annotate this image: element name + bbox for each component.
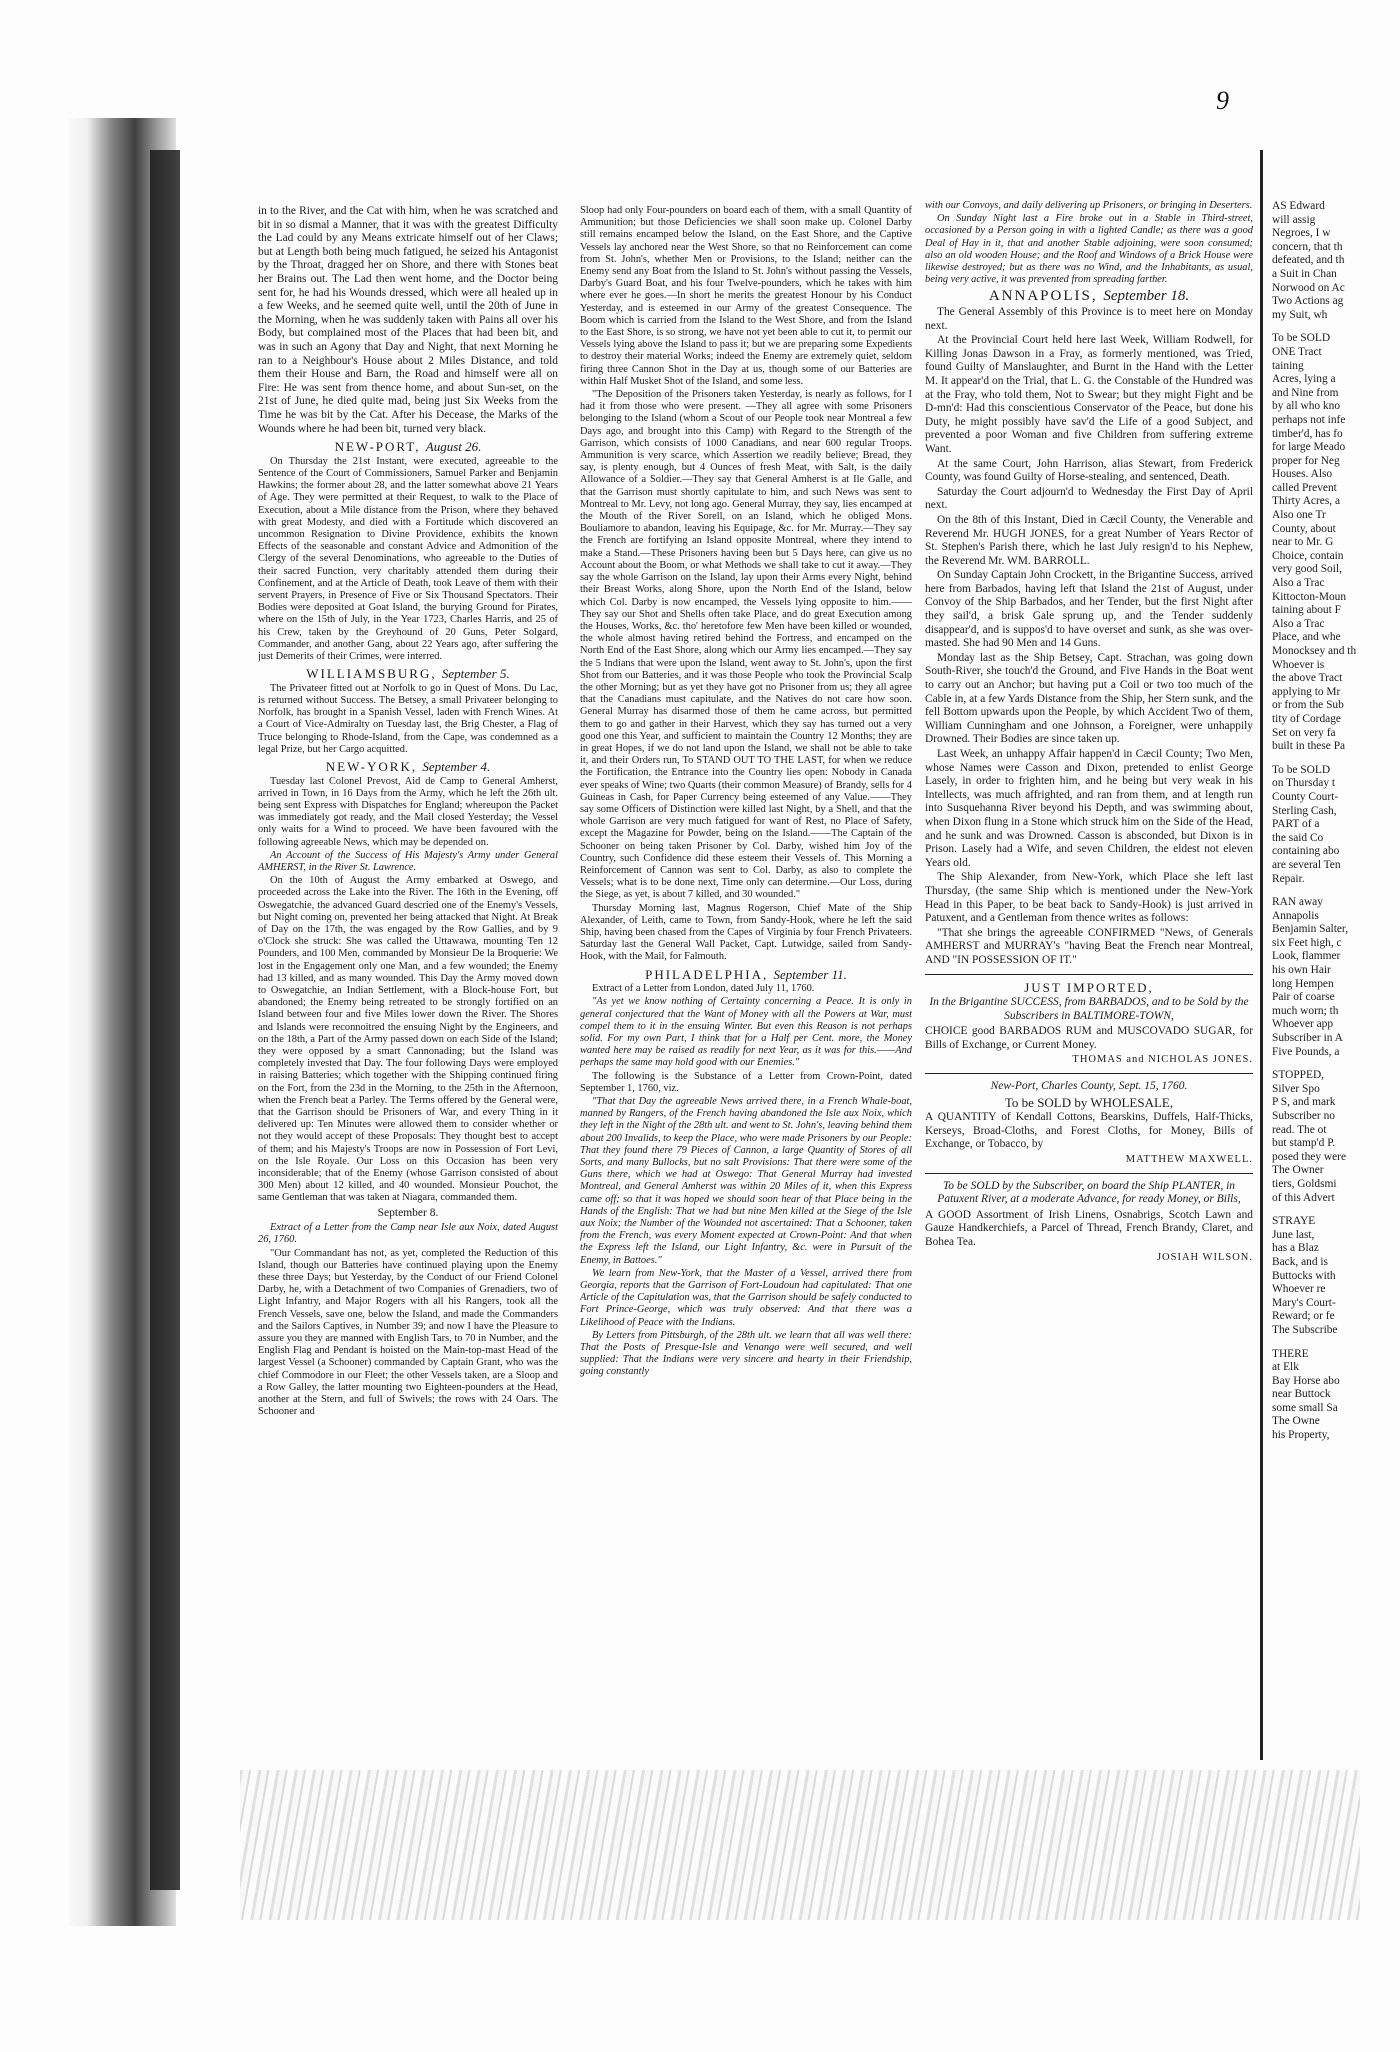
story-amherst-title: An Account of the Success of His Majesty's Army under General AMHERST, in the River St. Lawrence. — [258, 849, 558, 873]
column-3 — [925, 200, 1253, 1752]
cropped-line: the said Co — [1272, 831, 1324, 844]
story-harrison: At the same Court, John Harrison, alias Stewart, from Frederick County, was found Guilty of Horse-stealing, and sentenced, Death. — [925, 457, 1253, 484]
cropped-line: Also a Trac — [1272, 617, 1325, 630]
column-1 — [258, 205, 558, 1752]
cropped-line: Acres, lying a — [1272, 373, 1336, 386]
cropped-line: THERE — [1272, 1347, 1309, 1360]
cropped-line: his own Hair — [1272, 964, 1331, 977]
cropped-line: near to Mr. G — [1272, 536, 1334, 549]
story-isle-aux-noix: "Our Commandant has not, as yet, completed the Reduction of this Island, though our Batteries have continued playing upon the Enemy these three Days; but Yesterday, by the Conduct of our Friend Colonel Darby, he, with a Detachment of two Companies of Grenadiers, two of Light Infantry, and Major Rogers with all his Rangers, took all the French Vessels, save one, below the Island, and made the Commanders and the Sailors Captives, in Number 39; and now I have the Pleasure to assure you they are manned with English Tars, to 70 in Number, and the English Flag and Pendant is hoisted on the Main-top-mast Head of the largest Vessel (a Schooner) commanded by Captain Grant, who was the chief Commodore in our Fleet; the other Vessels taken, are a Sloop and a Row Galley, the latter mounting two Eighteen-pounders at the Head, another at the Stern, and full of Swivels; the rows with 24 Oars. The Schooner and — [258, 1247, 558, 1418]
cropped-line: but stamp'd P. — [1272, 1137, 1336, 1150]
cropped-line: Place, and whe — [1272, 631, 1341, 644]
divider — [925, 974, 1253, 975]
cropped-line: Five Pounds, a — [1272, 1045, 1340, 1058]
section-date: September 8. — [377, 1206, 439, 1219]
dateline-newport: NEW-PORT, August 26. — [334, 439, 482, 455]
cropped-line: Set on very fa — [1272, 726, 1336, 739]
cropped-line: his Property, — [1272, 1429, 1330, 1442]
story-crown-point-title: The following is the Substance of a Letter from Crown-Point, dated September 1, 1760, viz. — [580, 1070, 912, 1094]
story-london: "As yet we know nothing of Certainty concerning a Peace. It is only in general conjectured that the Want of Money with all the Powers at War, must compel them to it in the ensuing Winter. But even this Reason is not perhaps solid. For my own Part, I think that for a Half per Cent. more, the Money wanted here may be raised as readily for next Year, as it was for this.——And perhaps the same may hold good with our Enemies." — [580, 996, 912, 1069]
cropped-line: or from the Sub — [1272, 699, 1344, 712]
cropped-line: RAN away — [1272, 896, 1323, 909]
cropped-line: of this Advert — [1272, 1191, 1335, 1204]
cropped-line: by all who kno — [1272, 400, 1341, 413]
divider — [925, 1173, 1253, 1174]
cropped-line: built in these Pa — [1272, 740, 1346, 753]
cropped-line: for large Meado — [1272, 441, 1346, 454]
cropped-gap — [1272, 1059, 1400, 1069]
ad-wholesale-body: A QUANTITY of Kendall Cottons, Bearskins, Duffels, Half-Thicks, Kerseys, Broad-Cloths, and Forest Cloths, for Money, Bills of Exchange, or Tobacco, by — [925, 1111, 1253, 1151]
dateline-newyork: NEW-YORK, September 4. — [325, 758, 491, 774]
ad-wholesale-heading: To be SOLD by WHOLESALE, — [1004, 1094, 1174, 1110]
cropped-line: To be SOLD — [1272, 332, 1331, 345]
cropped-line: Subscriber no — [1272, 1110, 1335, 1122]
cropped-line: PART of a — [1272, 818, 1320, 831]
cropped-line: some small Sa — [1272, 1401, 1338, 1414]
story-adjourn: Saturday the Court adjourn'd to Wednesday the First Day of April next. — [925, 485, 1253, 512]
ad-wholesale-signature: MATTHEW MAXWELL. — [1125, 1154, 1253, 1166]
cropped-line: read. The ot — [1272, 1123, 1327, 1136]
scan-noise — [240, 1770, 1360, 1920]
cropped-line: County, about — [1272, 522, 1336, 535]
cropped-line: Back, and is — [1272, 1255, 1328, 1268]
cropped-line: Norwood on Ac — [1272, 281, 1345, 294]
cropped-line: Also a Trac — [1272, 577, 1325, 590]
cropped-line: Silver Spo — [1272, 1082, 1320, 1095]
cropped-line: called Prevent — [1272, 481, 1337, 494]
cropped-line: STOPPED, — [1272, 1069, 1325, 1082]
story-deposition: "The Deposition of the Prisoners taken Yesterday, is nearly as follows, for I had it from those who were present. —They all agree with some Prisoners belonging to the Island (whom a Scout of our People took near Montreal a few Days ago, and brought into this Camp) with Regard to the Strength of the Garrison, which consists of 1000 Canadians, and near 600 regular Troops. Ammunition is very scarce, which Assertion we readily believe; Bread, they say, is plenty enough, but 4 Ounces of fresh Meat, with Salt, is the daily Allowance of a Soldier.—They say that General Amherst is at Ile Galle, and that the Garrison must shortly capitulate to him, and such News was sent to Montreal to Mr. Levy, not long ago. General Murray, they say, lies encamped at the Mouth of the River Sorell, on an Island, which he obliged Mons. Bouliamore to abandon, leaving his Equipage, &c. for Mr. Murray.—They say the French are fortifying an Island opposite Montreal, where they intend to make a Stand.—These Prisoners having been but 5 Days here, can give us no Account about the Boom, or what Methods we shall take to cut it away.—They say the whole Garrison on the Island, lay upon their Arms every Night, behind their Breast Works, along Shore, upon the North End of the Island, below which Col. Darby is now encamped, the Vessels lying opposite to him.——They say our Shot and Shells often take Place, and do great Execution among the Houses, Works, &c. tho' heretofore few Men have been killed or wounded, the whole almost having retired behind the Fortress, and encamped on the North End of the East Shore, along which our Army lies encamped.—They say the 5 Indians that were upon the Island, went away to St. John's, upon the first Shot from our Batteries, and it was those People who took the Provincial Scalp the other Morning; but as yet they have got no Prisoner from us; they all agree that the Canadians must capitulate, and the Natives do not care how soon. General Murray has disarmed those of them he came across, but permitted them to go and gather in their Harvest, which they say has turned out a very good one this Year, and sufficient to maintain the Country 12 Months; they are in great Hopes, if we do not land upon the Island, we shall not be able to take it, and their Orders run, To STAND OUT TO THE LAST, for when we reduce the Fortification, the Entrance into the Country lies open: Nobody in Canada ever speaks of Wine; two Quarts (their common Measure) of Brandy, sells for 4 Guineas in Cash, for Paper Currency being esteemed of any Value.——They say some Officers of Distinction were killed last Night, by a Shell, and that the whole Garrison are very much fatigued for want of Rest, no Place of Safety, except the Magazine for Powder, being on the Island.——The Captain of the Schooner on being taken Prisoner by Col. Darby, wished him Joy of the Country, such Confidence did these esteem their Vessels of. This Morning a Reinforcement of Cannon was sent to Col. Darby, as also to complete the Vessels; what is to be done next, Time only can determine.—Our Loss, during the Siege, as yet, is about 7 killed, and 30 wounded." — [580, 389, 912, 901]
cropped-line: Thirty Acres, a — [1272, 495, 1341, 508]
cropped-line: The Owne — [1272, 1415, 1320, 1428]
dateline-philadelphia: PHILADELPHIA, September 11. — [645, 966, 847, 982]
column-rule — [1260, 150, 1263, 1760]
cropped-line: near Buttock — [1272, 1388, 1331, 1401]
story-crockett: On Sunday Captain John Crockett, in the Brigantine Success, arrived here from Barbados, having left that Island the 21st of August, under Convoy of the Ship Barbados, and her Tender, but the first Night after they sail'd, a brisk Gale sprung up, and the Tender suddenly disappear'd, and is suppos'd to have overset and sunk, as she was over-masted. She had 90 Men and 14 Guns. — [925, 569, 1253, 650]
cropped-gap — [1272, 1338, 1400, 1348]
cropped-gap — [1272, 1205, 1400, 1215]
cropped-line: Also one Tr — [1272, 509, 1326, 522]
cropped-line: Kittocton-Moun — [1272, 590, 1347, 603]
cropped-line: containing abo — [1272, 845, 1340, 858]
story-execution: On Thursday the 21st Instant, were executed, agreeable to the Sentence of the Court of Commissioners, Samuel Parker and Benjamin Hawkins; the former about 28, and the latter somewhat above 21 Years of Age. They were permitted at their Request, to walk to the Place of Execution, about a Mile distance from the Prison, where they behaved with great Modesty, and died with a Fortitude which discovered an uncommon Resignation to Divine Providence, exhibits the known Effects of the seasonable and constant Advice and Admonition of the Clergy of the several Denominations, who agreeable to the Duties of their sacred Function, very charitably attended them during their Confinement, and at the Article of Death, took Leave of them with their servent Prayers, in Presence of Five or Six Thousand Spectators. Their Bodies were deposited at Goat Island, the burying Ground for Pirates, where on the 15th of July, in the Year 1723, Charles Harris, and 25 of his Crew, taken by the Greyhound of 20 Guns, Peter Solgard, Commander, and another Gang, about 22 Years ago, after suffering the just Demerits of their Crimes, were interred. — [258, 455, 558, 662]
cropped-line: applying to Mr — [1272, 685, 1341, 698]
story-convoys: with our Convoys, and daily delivering up Prisoners, or bringing in Deserters. — [925, 200, 1253, 211]
story-fort-levi: On the 10th of August the Army embarked at Oswego, and proceeded across the Lake into the River. The 16th in the Evening, off Oswegatchie, the advanced Guard descried one of the Enemy's Vessels, but Night coming on, prevented her being attacked that Night. At Break of Day on the 17th, the was engaged by the Row Gallies, and by 9 o'Clock she struck: She was called the Uttawawa, mounting Ten 12 Pounders, and 100 Men, commanded by Monsieur De la Broquerie: We lost in the Engagement only one Man, and a few wounded; the Enemy had 13 killed, and as many wounded. This Day the Army moved down to Oswegatchie, an Indian Settlement, with a Block-house Fort, but abandoned; the Enemy being retreated to be strongly fortified on an Island between four and five Miles lower down the River. The Shores and Islands were reconnoitred the ensuing Night by the Engineers, and on the 18th, a Part of the Army passed down on each Side of the Island; they were opposed by a smart Cannonading; but the Island was completely invested that Day. The four following Days were employed in raising Batteries; which together with the Shipping continued firing on the Fort, from the 23d in the Morning, to the 25th in the Afternoon, when the French beat a Parley. The Terms offered by the General were, that the Garrison should be Prisoners of War, and every Thing in it delivered up: Ten Minutes were allowed them to consider whether or not they would accept of these Proposals: They thought best to accept of them; and his Majesty's Troops are now in Possession of Fort Levi, on the Isle Royale. Our Loss on this Occasion has been very inconsiderable; that of the Enemy (whose Garrison consisted of about 300 Men) about 12 killed, and 40 wounded. Monsieur Pouchot, the same Gentleman that was taken at Niagara, commanded them. — [258, 875, 558, 1204]
ad-wholesale-place: New-Port, Charles County, Sept. 15, 1760. — [990, 1080, 1188, 1093]
cropped-line: P S, and mark — [1272, 1096, 1336, 1109]
cropped-line: on Thursday t — [1272, 777, 1336, 790]
cropped-line: AS Edward — [1272, 200, 1325, 212]
cropped-line: six Feet high, c — [1272, 936, 1342, 949]
story-confirmed: "That she brings the agreeable CONFIRMED "News, of Generals AMHERST and MURRAY's "having Beat the French near Montreal, AND "IN POSSESSION OF IT." — [925, 926, 1253, 966]
cropped-line: June last, — [1272, 1228, 1315, 1241]
story-fire: On Sunday Night last a Fire broke out in a Stable in Third-street, occasioned by a Person going in with a lighted Candle; as there was a good Deal of Hay in it, that and another Stable adjoining, were soon consumed; also an old wooden House; and the Roof and Windows of a Brick House were likewise destroyed; but as there was no Wind, and the Inhabitants, as usual, being very active, it was prevented from spreading farther. — [925, 213, 1253, 286]
divider — [925, 1073, 1253, 1074]
ad-planter-body: A GOOD Assortment of Irish Linens, Osnabrigs, Scotch Lawn and Gauze Handkerchiefs, a Parcel of Thread, French Brandy, Claret, and Bohea Tea. — [925, 1208, 1253, 1249]
cropped-line: at Elk — [1272, 1361, 1299, 1374]
story-cecil: Last Week, an unhappy Affair happen'd in Cæcil County; Two Men, whose Names were Casson and Dixon, pretended to enlist George Lasely, in order to frighten him, and he being but very weak in his Intellects, was much affrighted, and ran from them, and at length run into Susquehanna River beyond his Depth, and was swimming about, when Dixon flung in a Stone which struck him on the Side of the Head, and he sunk and was Drowned. Casson is absconded, but Dixon is in Prison. Lasely had a Wife, and seven Children, the eldest not eleven Years old. — [925, 748, 1253, 869]
cropped-line: will assig — [1272, 213, 1316, 226]
cropped-line: proper for Neg — [1272, 454, 1340, 467]
cropped-line: Subscriber in A — [1272, 1032, 1343, 1045]
cropped-line: concern, that th — [1272, 240, 1343, 253]
story-privateer: The Privateer fitted out at Norfolk to go in Quest of Mons. Du Lac, is returned without Success. The Betsey, a small Privateer belonging to Norfolk, has brought in a Spanish Vessel, laden with French Wines. At a Court of Vice-Admiralty on Tuesday last, the Brig Chester, a Flag of Truce belonging to Rhode-Island, from the Cape, was condemned as a legal Prize, but her Cargo acquitted. — [258, 682, 558, 755]
cropped-line: perhaps not infe — [1272, 413, 1346, 426]
ad-planter-heading: To be SOLD by the Subscriber, on board the Ship PLANTER, in Patuxent River, at a moderate Advance, for ready Money, or Bills, — [937, 1179, 1241, 1206]
cropped-line: Reward; or fe — [1272, 1310, 1335, 1323]
cropped-line: Mary's Court- — [1272, 1296, 1336, 1309]
cropped-line: County Court- — [1272, 790, 1339, 803]
story-betsey: Monday last as the Ship Betsey, Capt. Strachan, was going down South-River, she touch'd the Ground, and Five Hands in the Boat went to carry out an Anchor; but having put a Coil or two too much of the Cable in, at a few Yards Distance from the Ship, her Stern sunk, and the fell Bottom upwards upon the People, by which Accident Two of them, William Cunningham and one Johnson, a Foreigner, were unhappily Drowned. Their Bodies are since taken up. — [925, 651, 1253, 746]
cropped-line: Houses. Also — [1272, 468, 1333, 481]
cropped-line: Annapolis — [1272, 909, 1319, 922]
page-number: 9 — [1216, 86, 1229, 115]
cropped-line: timber'd, has fo — [1272, 427, 1343, 440]
cropped-line: tiers, Goldsmi — [1272, 1177, 1337, 1190]
cropped-line: Look, flammer — [1272, 950, 1341, 963]
cropped-lines — [1272, 200, 1400, 1443]
ad-imported-sub: In the Brigantine SUCCESS, from BARBADOS, and to be Sold by the Subscribers in BALTIMORE-TOWN, — [929, 996, 1249, 1022]
cropped-line: Benjamin Salter, — [1272, 923, 1349, 936]
cropped-line: Two Actions ag — [1272, 295, 1344, 308]
cropped-line: Choice, contain — [1272, 549, 1344, 562]
cropped-line: Buttocks with — [1272, 1269, 1336, 1282]
cropped-line: posed they were — [1272, 1150, 1347, 1163]
story-alexander: The Ship Alexander, from New-York, which Place she left last Thursday, (the same Ship which is mentioned under the New-York Head in this Paper, to be beat back to Sandy-Hook) is just arrived in Patuxent, and a Gentleman from thence writes as follows: — [925, 871, 1253, 925]
cropped-line: Monocksey and th — [1272, 645, 1357, 657]
cropped-line: STRAYE — [1272, 1215, 1316, 1228]
cropped-gap — [1272, 322, 1400, 332]
ad-imported-body: CHOICE good BARBADOS RUM and MUSCOVADO SUGAR, for Bills of Exchange, or Current Money. — [925, 1025, 1253, 1051]
cropped-line: very good Soil, — [1272, 563, 1342, 576]
story-prevost: Tuesday last Colonel Prevost, Aid de Camp to General Amherst, arrived in Town, in 16 Days from the Army, which he left the 26th ult. being sent Express with Dispatches for England; whereupon the Packet was immediately got ready, and the Mail closed Yesterday; the Vessel only waits for a Wind to proceed. We have been favoured with the following agreeable News, which may be depended on. — [258, 775, 558, 848]
cropped-line: Whoever app — [1272, 1018, 1334, 1031]
cropped-line: the above Tract — [1272, 672, 1343, 685]
binding-edge — [150, 150, 180, 1890]
cropped-line: Negroes, I w — [1272, 227, 1331, 240]
story-assembly: The General Assembly of this Province is to meet here on Monday next. — [925, 306, 1253, 332]
cropped-line: To be SOLD — [1272, 763, 1331, 776]
cropped-gap — [1272, 754, 1400, 764]
cropped-line: my Suit, wh — [1272, 308, 1328, 321]
cropped-line: The Owner — [1272, 1164, 1324, 1177]
story-hugh-jones: On the 8th of this Instant, Died in Cæcil County, the Venerable and Reverend Mr. HUGH JONES, for a great Number of Years Rector of St. Stephen's Parish there, which he last July resign'd to his Nephew, the Reverend Mr. WM. BARROLL. — [925, 513, 1253, 567]
cropped-line: Bay Horse abo — [1272, 1374, 1340, 1387]
cropped-line: ONE Tract — [1272, 345, 1322, 358]
dateline-williamsburg: WILLIAMSBURG, September 5. — [306, 666, 510, 682]
story-crown-point: "That that Day the agreeable News arrived there, in a French Whale-boat, manned by Rangers, of the French having abandoned the Isle aux Noix, which they left in the Night of the 28th ult. and went to St. John's, leaving behind them about 200 Invalids, to keep the Place, who were made Prisoners by our People: That they found there 79 Pieces of Cannon, a large Quantity of Stores of all Sorts, and many Bullocks, but no salt Provisions: That there were some of the Guns there, which we had at Oswego: That General Murray had invested Montreal, and General Amherst was within 20 Miles of it, when this Express came off; so that it was hoped we should soon hear of that Place being in the Hands of the English: That we had but nine Men killed at the Siege of the Isle aux Noix; the Number of the Wounded not ascertained: That a Schooner, taken from the French, was every Moment expected at Crown-Point: And that when the Express left the Island, our Light Infantry, &c. were in Pursuit of the Enemy, in Battoes." — [580, 1096, 912, 1266]
cropped-line: are several Ten — [1272, 858, 1341, 871]
cropped-line: long Hempen — [1272, 977, 1334, 990]
cropped-line: has a Blaz — [1272, 1242, 1319, 1255]
cropped-line: The Subscribe — [1272, 1323, 1338, 1336]
story-rodwell: At the Provincial Court held here last Week, William Rodwell, for Killing Jonas Dawson in a Fray, as formerly mentioned, was Tried, found Guilty of Manslaughter, and Burnt in the Hand with the Letter M. It appear'd on the Trial, that L. G. the Constable of the Hundred was at the Fray, who told them, Not to Swear; but they might Fight and be D-mn'd: Had this conscientious Conservator of the Peace, but done his Duty, he might possibly have sav'd the Life of a good Subject, and prevented a poor Woman and five Children from suffering extreme Want. — [925, 334, 1253, 455]
cropped-line: much worn; th — [1272, 1004, 1339, 1017]
column-2 — [580, 205, 912, 1752]
dateline-annapolis: ANNAPOLIS, September 18. — [988, 288, 1190, 305]
cropped-line: a Suit in Chan — [1272, 267, 1337, 280]
cropped-line: taining about F — [1272, 604, 1341, 617]
cropped-line: and Nine from — [1272, 386, 1339, 399]
story-pittsburgh: By Letters from Pittsburgh, of the 28th ult. we learn that all was well there: That the Posts of Presque-Isle and Venango were well secured, and well supplied: That the Indians were very sincere and hearty in their Friendship, going constantly — [580, 1329, 912, 1378]
cropped-line: Whoever is — [1272, 658, 1325, 671]
story-london-title: Extract of a Letter from London, dated July 11, 1760. — [592, 983, 815, 995]
story-cat-bite: in to the River, and the Cat with him, when he was scratched and bit in so dismal a Manner, that it was with the greatest Difficulty the Lad could by any Means extricate himself out of her Claws; but at Length both being much fatigued, he seized his Antagonist by the Throat, dragged her on Shore, and there with Stones beat her Brains out. The Lad then went home, and the Doctor being sent for, he had his Wounds dressed, which were all healed up in a few Weeks, and he seemed quite well, until the 20th of June in the Morning, when he was suddenly taken with Pains all over his Body, but complained most of the Places that had been bit, and was in such an Agony that Day and Night, that next Morning he ran to a Neighbour's House about 2 Miles Distance, and told them their House and Barn, the Road and himself were all on Fire: He was sent from thence home, and about Sun-set, on the 21st of June, he died quite mad, being just Six Weeks from the Time he was bit by the Cat. After his Decease, the Marks of the Wounds where he had been bit, turned very black. — [258, 205, 558, 435]
cropped-line: Sterling Cash, — [1272, 804, 1337, 817]
cropped-line: Repair. — [1272, 872, 1305, 885]
ad-imported-heading: JUST IMPORTED, — [1024, 979, 1154, 995]
cropped-gap — [1272, 886, 1400, 896]
story-rogerson: Thursday Morning last, Magnus Rogerson, Chief Mate of the Ship Alexander, of Leith, came to Town, from Sandy-Hook, where he left the said Ship, having been chased from the Capes of Virginia by four French Privateers. Saturday last the General Wall Packet, Capt. Lutwidge, sailed from Sandy-Hook, with the Mail, for Falmouth. — [580, 902, 912, 963]
cropped-line: defeated, and th — [1272, 254, 1345, 267]
cropped-line: Whoever re — [1272, 1283, 1326, 1296]
cropped-line: taining — [1272, 359, 1304, 372]
column-4-cropped — [1272, 200, 1400, 1752]
story-fort-loudoun: We learn from New-York, that the Master of a Vessel, arrived there from Georgia, reports that the Garrison of Fort-Loudoun had capitulated: That one Article of the Capitulation was, that the Garrison should be safely conducted to Fort Prince-George, which was truly observed: And that there was a Likelihood of Peace with the Indians. — [580, 1267, 912, 1328]
story-sloop: Sloop had only Four-pounders on board each of them, with a small Quantity of Ammunition; but those Deficiencies we shall soon make up. Colonel Darby still remains encamped below the Island, on the East Shore, and the Captive Vessels lay anchored near the West Shore, so that no Reinforcement can come from St. John's, whether Men or Provisions, to the Island; neither can the Enemy send any Boat from the Island to St. John's without passing the Vessels, Darby's Guard Boat, and his four Twelve-pounders, which he takes with him where ever he goes.—In short he merits the greatest Honour by his Conduct Yesterday, and is esteemed in our Army of the greatest Consequence. The Boom which is carried from the Island to the West Shore, and from the Island to the East Shore, is so strong, we have not yet been able to cut it, to permit our Vessels lying above the Island to pass it; but we are preparing some Expedients to destroy their material Works; indeed the Enemy are extremely quiet, seldom firing three Cannon Shot in the Day at us, though some of our Batteries are within Half Musket Shot of the Island, and some less. — [580, 205, 912, 387]
ad-planter-signature: JOSIAH WILSON. — [1156, 1251, 1253, 1263]
extract-title: Extract of a Letter from the Camp near Isle aux Noix, dated August 26, 1760. — [258, 1222, 558, 1246]
ad-imported-signature: THOMAS and NICHOLAS JONES. — [1072, 1054, 1253, 1066]
cropped-line: tity of Cordage — [1272, 712, 1341, 725]
cropped-line: Pair of coarse — [1272, 991, 1335, 1004]
